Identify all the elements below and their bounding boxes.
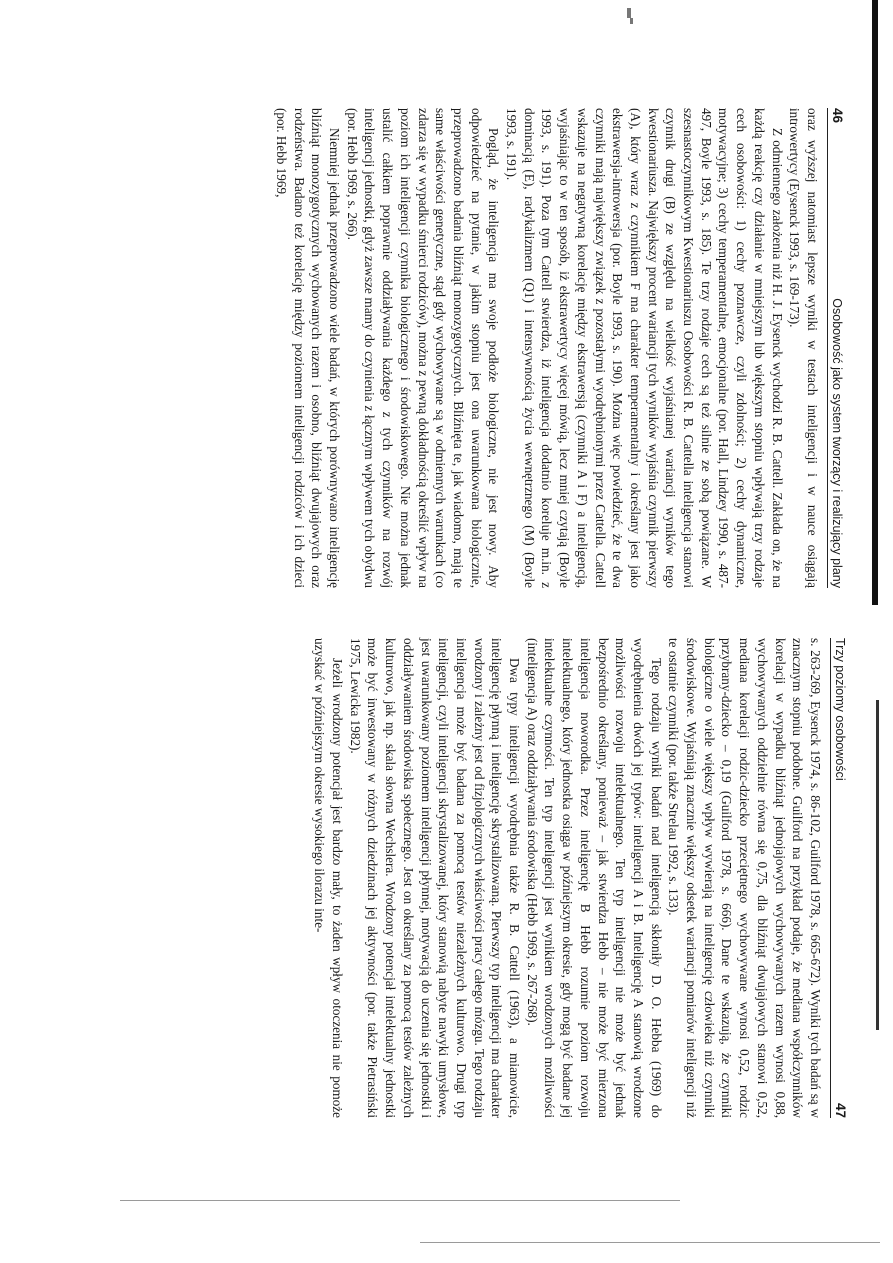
scan-rule-line (120, 1200, 680, 1201)
scan-rule-line (420, 1242, 880, 1243)
paragraph: Tego rodzaju wyniki badań nad inteligencją skłoniły D. O. Hebba (1969) do wyodrębnienia dwóch jej typów: inteligencji A i B. Inteligencję A stanowią wrodzone możliwości rozwoju intelektualnego. Ten typ inteligencji nie może być jednak bezpośrednio określany, ponieważ – jak stwierdza Hebb – nie może być mierzona inteligencja noworodka. Przez inteligencję B Hebb rozumie poziom rozwoju intelektualnego, który jednostka osiąga w późniejszym okresie, gdy mogą być badane jej intelektualne czynności. Ten typ inteligencji jest wynikiem wrodzonych możliwości (inteligencja A) oraz oddziaływania środowiska (Hebb 1969, s. 267-268). (524, 638, 664, 1118)
scan-edge-shadow (872, 0, 878, 605)
running-title: Osobowość jako system tworzący i realizujący plany (830, 298, 844, 588)
page-header (830, 638, 848, 1118)
scan-smudge (630, 18, 633, 24)
paragraph: Z odmiennego założenia niż H. J. Eysenck wychodzi R. B. Cattell. Zakłada on, że na każdą reakcję czy działanie w mniejszym lub większym stopniu wpływają trzy rodzaje cech osobowości: 1) cechy poznawcze, czyli zdolności; 2) cechy dynamiczne, motywacyjne; 3) cechy temperamentalne, emocjonalne (por. Hall, Lindzey 1990, s. 487-497, Boyle 1993, s. 185). Te trzy rodzaje cech są też silnie ze sobą powiązane. W szesnastoczynnikowym Kwestionariuszu Osobowości R. B. Cattella inteligencja stanowi czynnik drugi (B) ze względu na wielkość wyjaśnianej wariancji wyników tego kwestionariusza. Największy procent wariancji tych wyników wyjaśnia czynnik pierwszy (A), który wraz z czynnikiem F ma charakter temperamentalny i określany jest jako ekstrawersja-introwersja (por. Boyle 1993, s. 190). Można więc powiedzieć, że te dwa czynniki mają największy związek z pozostałymi wyodrębnionymi przez Cattella. Cattell wskazuje na negatywną korelację między ekstrawersją (czynniki A i F) a inteligencją, wyjaśniając to w ten sposób, iż ekstrawertycy więcej mówią, lecz mniej czytają (Boyle 1993, s. 191). Poza tym Cattell stwierdza, iż inteligencja dodatnio koreluje m.in. z dominacją (E), radykalizmem (Q1) i intensywnością życia wewnętrznego (M) (Boyle 1993, s. 191). (504, 108, 785, 588)
scan-edge-shadow-lower (876, 700, 879, 1030)
book-page-left (272, 108, 845, 588)
running-title: Trzy poziomy osobowości (833, 638, 847, 781)
paragraph: Dwa typy inteligencji wyodrębnia także R. B. Cattell (1963), a mianowicie, inteligencję płynną i inteligencję skrystalizowaną. Pierwszy typ inteligencji ma charakter wrodzony i zależny jest od fizjologicznych właściwości pracy całego mózgu. Tego rodzaju inteligencja może być badana za pomocą testów niezależnych kulturowo. Drugi typ inteligencji, czyli inteligencji skrystalizowanej, który stanowią nabyte nawyki umysłowe, jest uwarunkowany poziomem inteligencji płynnej, motywacją do uczenia się jednostki i oddziaływaniem środowiska społecznego. Jest on określany za pomocą testów zależnych kulturowo, jak np. skala słowna Wechslera. Wrodzony potencjał intelektualny jednostki może być inwestowany w różnych dziedzinach jej aktywności (por. także Pietrasiński 1975, Lewicka 1982). (347, 638, 523, 1118)
page-number: 46 (830, 108, 845, 124)
paragraph: Niemniej jednak przeprowadzono wiele badań, w których porównywano inteligencję bliźniąt monozygotycznych wychowanych razem i osobno, bliźniąt dwujajowych oraz rodzeństwa. Badano też korelację między poziomem inteligencji rodziców i ich dzieci (por. Hebb 1969, (273, 108, 343, 588)
book-page-right (311, 638, 848, 1118)
scan-smudge (627, 8, 631, 18)
paragraph: Pogląd, że inteligencja ma swoje podłoże biologiczne, nie jest nowy. Aby odpowiedzieć na pytanie, w jakim stopniu jest ona uwarunkowana biologicznie, przeprowadzono badania bliźniąt monozygotycznych. Bliźnięta te, jak wiadomo, mają te same właściwości genetyczne, stąd gdy wychowywane są w odmiennych warunkach (co zdarza się w wypadku śmierci rodziców), można z pewną dokładnością określić wpływ na poziom ich inteligencji czynnika biologicznego i środowiskowego. Nie można jednak ustalić całkiem poprawnie oddziaływania każdego z tych czynników na rozwój inteligencji jednostki, gdyż zawsze mamy do czynienia z łącznym wpływem tych obydwu (por. Hebb 1969, s. 266). (344, 108, 502, 588)
page-header (827, 108, 845, 588)
paragraph: s. 263-269, Eysenck 1974, s. 86-102, Guilford 1978, s. 665-672). Wyniki tych badań są w znacznym stopniu podobne. Guilford na przykład podaje, że mediana współczynników korelacji w wypadku bliźniąt jednojajowych wychowywanych razem wynosi 0,88, wychowywanych oddzielnie równa się 0,75, dla bliźniąt dwujajowych stanowi 0,52, mediana korelacji rodzic-dziecko przeciętnego wychowywane wynosi 0,52, rodzic przybrany-dziecko – 0,19 (Guilford 1978, s. 666). Dane te wskazują, że czynniki biologiczne o wiele większy wpływ wywierają na inteligencję człowieka niż czynniki środowiskowe. Wyjaśniają znacznie większy odsetek wariancji pomiarów inteligencji niż te ostatnie czynniki (por. także Strelau 1992, s. 133). (666, 638, 823, 1118)
paragraph: Jeżeli wrodzony potencjał jest bardzo mały, to żaden wpływ otoczenia nie pomoże uzyskać w późniejszym okresie wysokiego ilorazu inte- (312, 638, 346, 1118)
page-number: 47 (833, 1102, 848, 1118)
paragraph: oraz wyższej natomiast lepsze wyniki w testach inteligencji i w nauce osiągają introwertycy (Eysenck 1993, s. 169-173). (787, 108, 820, 588)
